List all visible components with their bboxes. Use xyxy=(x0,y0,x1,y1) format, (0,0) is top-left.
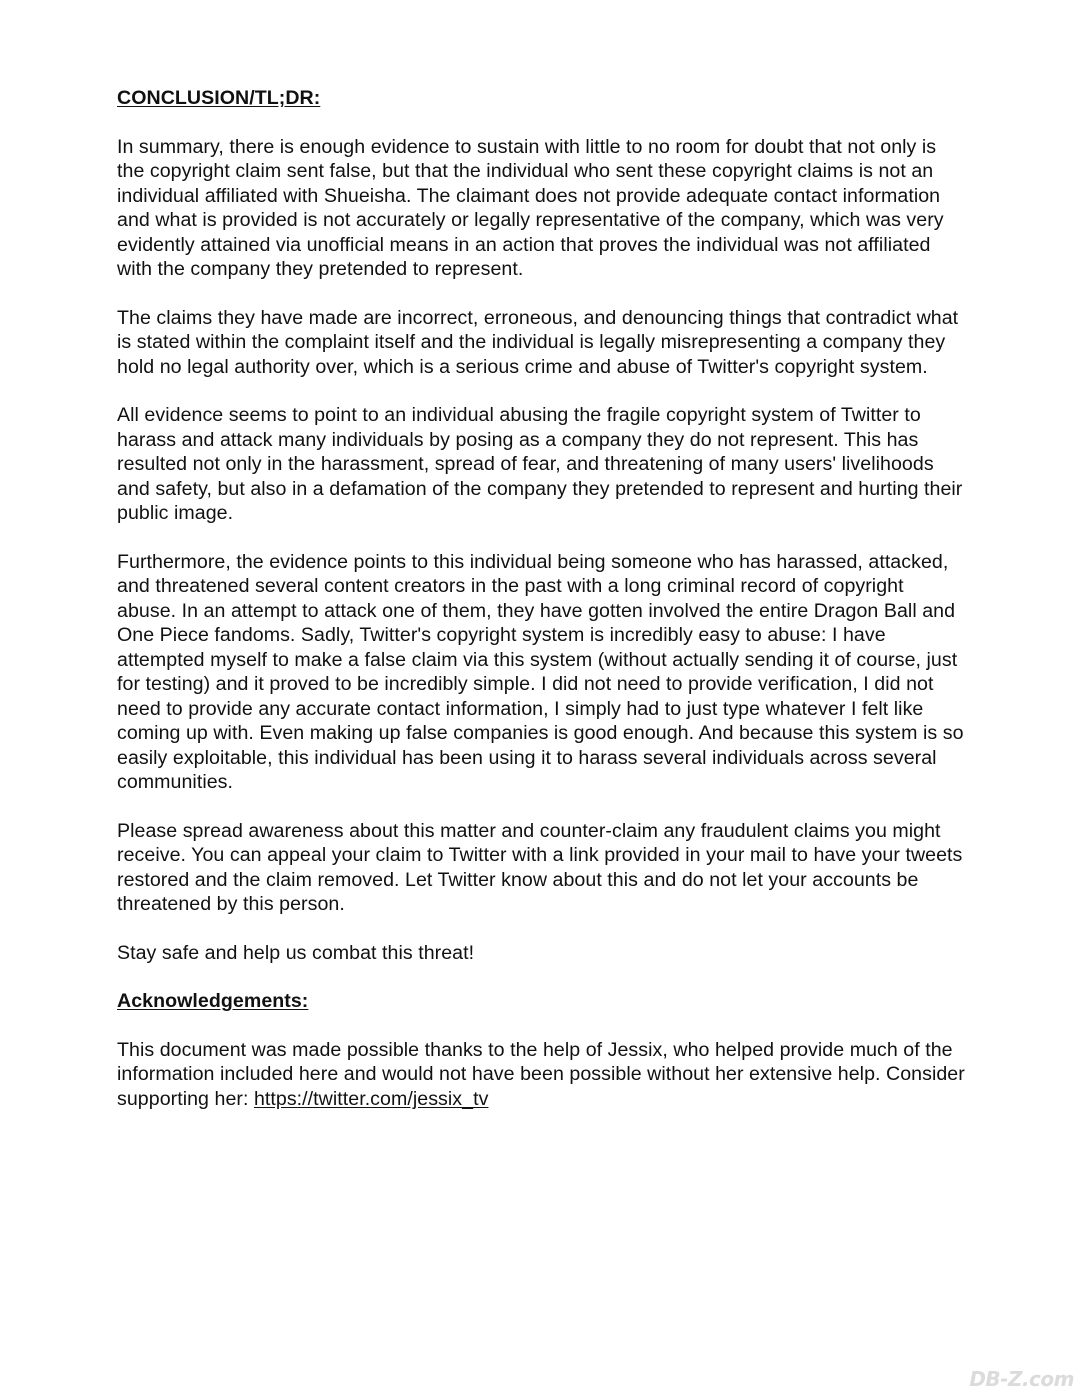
awareness-paragraph: Please spread awareness about this matter and counter-claim any fraudulent claims you might receive. You can appeal your claim to Twitter with a link provided in your mail to have your tweets restored and the claim removed. Let Twitter know about this and do not let your accounts be threatened by this person. xyxy=(117,819,963,915)
conclusion-heading: CONCLUSION/TL;DR: xyxy=(117,87,321,109)
furthermore-paragraph: Furthermore, the evidence points to this individual being someone who has harassed, attacked, and threatened several content creators in the past with a long criminal record of copyright abuse. In an attempt to attack one of them, they have gotten involved the entire Dragon Ball and One Piece fandoms. Sadly, Twitter's copyright system is incredibly easy to abuse: I have attempted myself to make a false claim via this system (without actually sending it of course, just for testing) and it proved to be incredibly simple. I did not need to provide verification, I did not need to provide any accurate contact information, I simply had to just type whatever I felt like coming up with. Even making up false companies is good enough. And because this system is so easily exploitable, this individual has been using it to harass several individuals across several communities. xyxy=(117,550,964,793)
document-body xyxy=(117,86,965,1135)
jessix-twitter-link[interactable]: https://twitter.com/jessix_tv xyxy=(253,1087,489,1110)
claims-paragraph: The claims they have made are incorrect, erroneous, and denouncing things that contradict what is stated within the complaint itself and the individual is legally misrepresenting a company they hold no legal authority over, which is a serious crime and abuse of Twitter's copyright system. xyxy=(117,306,959,378)
acknowledgements-heading: Acknowledgements: xyxy=(117,990,309,1012)
evidence-paragraph: All evidence seems to point to an individual abusing the fragile copyright system of Twitter to harass and attack many individuals by posing as a company they do not represent. This has resulted not only in the harassment, spread of fear, and threatening of many users' livelihoods and safety, but also in a defamation of the company they pretended to represent and hurting their public image. xyxy=(117,404,963,524)
acknowledgements-paragraph xyxy=(117,1038,965,1112)
acknowledgements-text: This document was made possible thanks to the help of Jessix, who helped provide much of the information included here and would not have been possible without her extensive help. Consider supporting her: xyxy=(117,1038,965,1110)
stay-safe-paragraph: Stay safe and help us combat this threat! xyxy=(117,941,475,964)
watermark-logo: DB-Z.com xyxy=(969,1367,1074,1391)
summary-paragraph: In summary, there is enough evidence to sustain with little to no room for doubt that not only is the copyright claim sent false, but that the individual who sent these copyright claims is not an individual affiliated with Shueisha. The claimant does not provide adequate contact information and what is provided is not accurately or legally representative of the company, which was very evidently attained via unofficial means in an action that proves the individual was not affiliated with the company they pretended to represent. xyxy=(117,135,944,280)
